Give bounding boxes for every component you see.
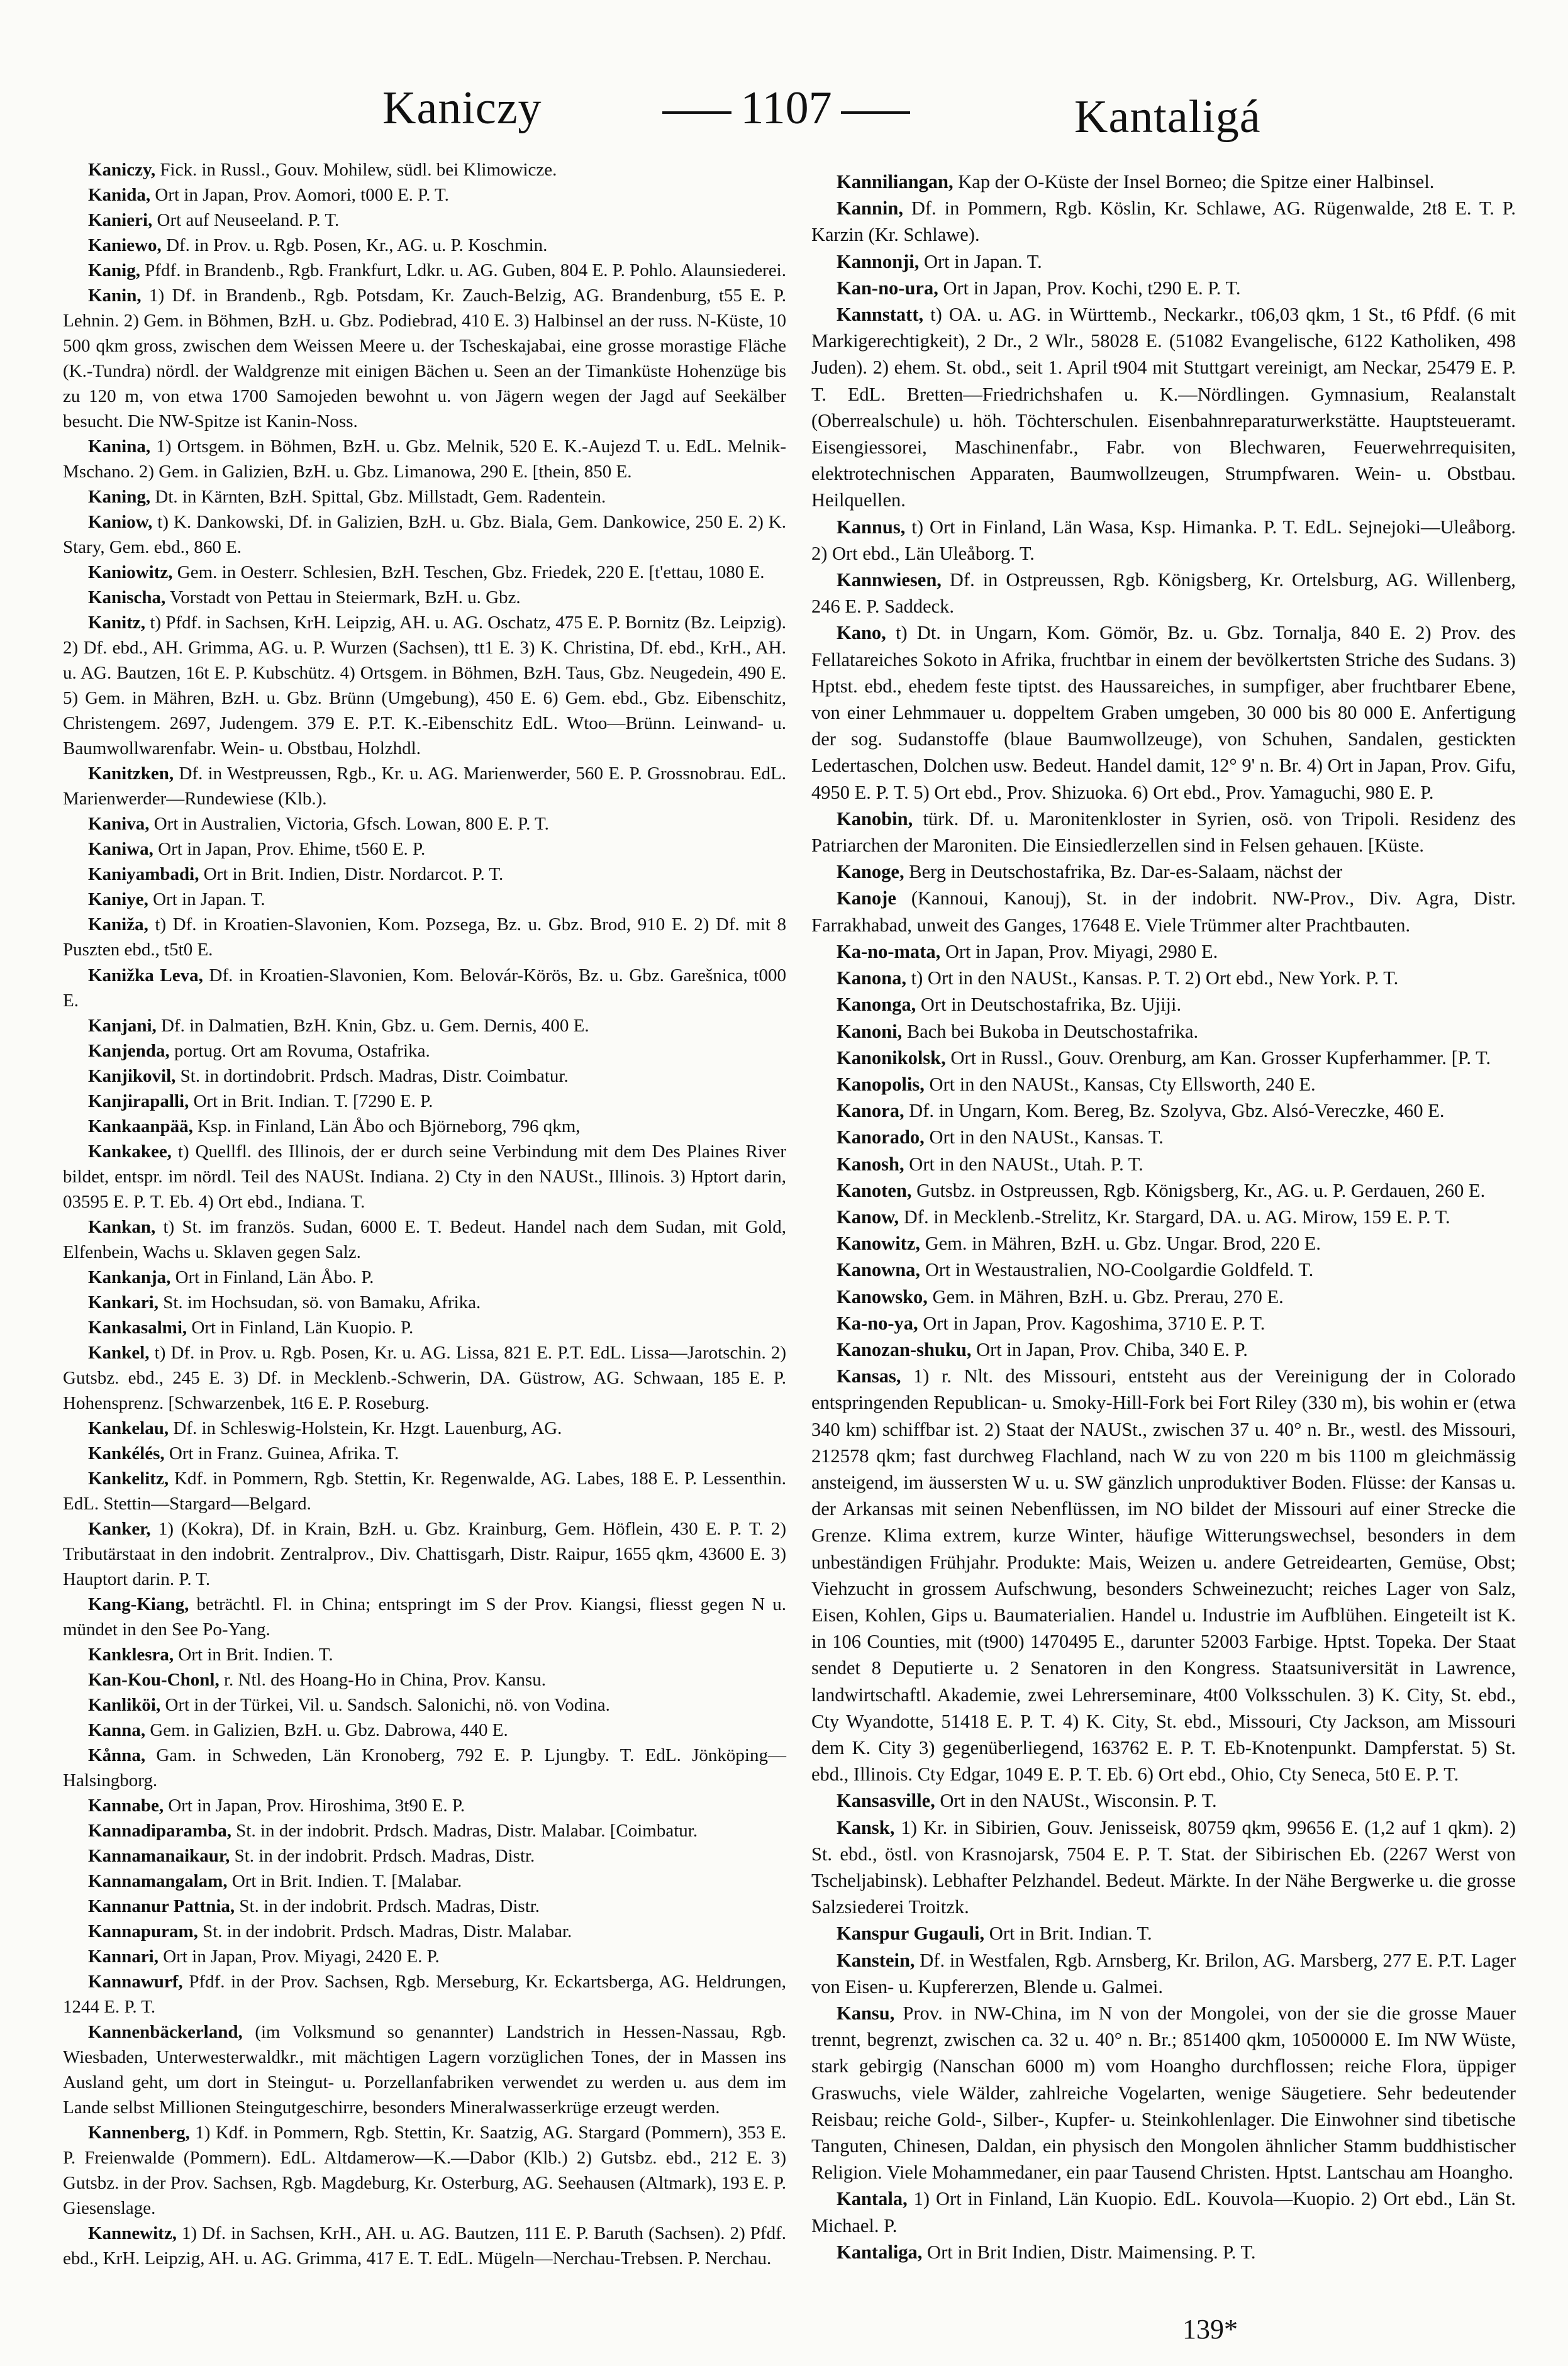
entry-headword: Kanstein,: [837, 1949, 915, 1971]
entry-headword: Kannadiparamba,: [88, 1821, 232, 1841]
entry-text: t) Df. in Kroatien-Slavonien, Kom. Pozsega, Bz. u. Gbz. Brod, 910 E. 2) Df. mit 8 Puszten ebd., t5t0 E.: [63, 914, 786, 960]
entry-text: Ort in Japan, Prov. Kagoshima, 3710 E. P. T.: [918, 1312, 1265, 1334]
entry-headword: Kansk,: [837, 1816, 895, 1838]
entry-headword: Kanieri,: [88, 210, 153, 231]
entry-headword: Kanižka Leva,: [88, 965, 203, 986]
entry-headword: Kaniwa,: [88, 839, 153, 860]
entry-headword: Kankakee,: [88, 1141, 172, 1162]
entry-text: Dt. in Kärnten, BzH. Spittal, Gbz. Millstadt, Gem. Radentein.: [150, 487, 606, 508]
entry-text: türk. Df. u. Maronitenkloster in Syrien, osö. von Tripoli. Residenz des Patriarchen der Maroniten. Die Einsiedlerzellen sind in Felsen gehauen. [Küste.: [811, 808, 1516, 857]
entry-text: Ort in Finland, Län Åbo. P.: [170, 1267, 374, 1287]
entry-headword: Kannstatt,: [837, 304, 924, 326]
signature-mark: 139*: [1182, 2314, 1238, 2345]
entry-text: Df. in Pommern, Rgb. Köslin, Kr. Schlawe, AG. Rügenwalde, 2t8 E. T. P. Karzin (Kr. Schlawe).: [811, 197, 1516, 246]
entry-headword: Kankélés,: [88, 1443, 165, 1463]
dictionary-entry: [63, 1718, 786, 1743]
entry-text: Ort in Japan, Prov. Miyagi, 2420 E. P.: [158, 1947, 440, 1967]
dictionary-entry: [63, 2120, 786, 2221]
entry-text: Ort in Japan, Prov. Aomori, t000 E. P. T.: [150, 185, 449, 206]
entry-text: Ort in Brit. Indian. T.: [984, 1923, 1152, 1945]
dictionary-entry: [63, 811, 786, 836]
entry-headword: Kannamanaikaur,: [88, 1846, 230, 1867]
dictionary-entry: [811, 567, 1516, 619]
entry-text: Fick. in Russl., Gouv. Mohilew, südl. bei Klimowicze.: [155, 160, 557, 180]
entry-headword: Kanopolis,: [837, 1073, 925, 1095]
entry-text: St. in dortindobrit. Prdsch. Madras, Distr. Coimbatur.: [175, 1065, 569, 1086]
entry-headword: Kanoje: [837, 887, 896, 909]
dictionary-entry: [811, 1284, 1516, 1310]
entry-text: St. in der indobrit. Prdsch. Madras, Distr.: [235, 1896, 540, 1917]
dictionary-entry: [63, 1667, 786, 1692]
dictionary-entry: [63, 157, 786, 182]
entry-text: 1) r. Nlt. des Missouri, entsteht aus der Vereinigung der in Colorado entspringenden Republican- u. Smoky-Hill-Fork bei Fort Riley (330 m), bis wohin er (etwa 340 km) schiffbar ist. 2) Staat der NAUSt., zwischen 37 u. 40° n. Br., westl. des Missouri, 212578 qkm; fast durchweg Flachland, nach W zu von 220 m bis 1100 m gleichmässig ansteigend, im äussersten W u. u. SW gänzlich unproduktiver Boden. Flüsse: der Kansas u. der Arkansas mit seinen Nebenflüssen, im NO bildet der Missouri auf einer Strecke die Grenze. Klima extrem, kurze Winter, häufige Witterungswechsel, besonders in dem unbeständigen Frühjahr. Produkte: Mais, Weizen u. andere Getreidearten, Gemüse, Obst; Viehzucht in grossem Aufschwung, besonders Schweinezucht; reiches Lager von Salz, Eisen, Kohlen, Gips u. Baumaterialien. Handel u. Industrie im Aufblühen. Eingeteilt ist K. in 106 Counties, mit (t900) 1470495 E., darunter 52003 Farbige. Hptst. Topeka. Der Staat sendet 8 Deputierte u. 2 Senatoren in den Kongress. Staatsuniversität in Lawrence, landwirtschaftl. Akademie, zwei Lehrerseminare, 4t00 Volksschulen. 3) K. City, St. ebd., Cty Wyandotte, 51418 E. P. T. 4) K. City, St. ebd., Missouri, Cty Jackson, am Missouri dem K. City 3) gegenüberliegend, 163762 E. P. T. Eb-Knotenpunkt. Dampferstat. 5) St. ebd., Illinois. Cty Edgar, 1049 E. P. T. Eb. 6) Ort ebd., Ohio, Cty Seneca, 5t0 E. P. T.: [811, 1365, 1516, 1786]
dictionary-entry: [811, 195, 1516, 248]
entry-headword: Kannamangalam,: [88, 1871, 228, 1892]
entry-headword: Kaniyambadi,: [88, 864, 199, 885]
entry-headword: Kanker,: [88, 1518, 151, 1539]
dictionary-entry: [63, 1265, 786, 1290]
dictionary-entry: [63, 283, 786, 434]
entry-headword: Kano,: [837, 622, 886, 644]
entry-text: Berg in Deutschostafrika, Bz. Dar-es-Salaam, nächst der: [904, 861, 1343, 883]
entry-text: Ort in Brit. Indien, Distr. Nordarcot. P. T.: [199, 864, 504, 885]
entry-headword: Kanonga,: [837, 994, 916, 1016]
dictionary-entry: [811, 1151, 1516, 1177]
entry-text: t) Dt. in Ungarn, Kom. Gömör, Bz. u. Gbz. Tornalja, 840 E. 2) Prov. des Fellatareiches Sokoto in Afrika, fruchtbar in einem der bevölkertsten Striche des Sudans. 3) Hptst. ebd., ehedem feste tiptst. des Haussareiches, in sumpfiger, aber fruchtbarer Ebene, von einer Lehmmauer u. doppeltem Graben umgeben, 30 000 bis 80 000 E. Anfertigung der sog. Sudanstoffe (blaue Baumwollzeuge), von Schuhen, Sandalen, gestickten Ledertaschen, Dolchen usw. Bedeut. Handel damit, 12° 9' n. Br. 4) Ort in Japan, Prov. Gifu, 4950 E. P. T. 5) Ort ebd., Prov. Shizuoka. 6) Ort ebd., Prov. Yamaguchi, 980 E. P.: [811, 622, 1516, 803]
entry-text: Ort in Australien, Victoria, Gfsch. Lowan, 800 E. P. T.: [149, 814, 549, 835]
entry-text: portug. Ort am Rovuma, Ostafrika.: [169, 1040, 430, 1061]
dictionary-entry: [811, 1204, 1516, 1230]
dictionary-entry: [63, 1315, 786, 1340]
dictionary-entry: [811, 1814, 1516, 1921]
entry-text: Ort in den NAUSt., Kansas. T.: [924, 1126, 1164, 1148]
entry-text: Df. in Kroatien-Slavonien, Kom. Belovár-Körös, Bz. u. Gbz. Garešnica, t000 E.: [63, 965, 786, 1011]
entry-text: St. in der indobrit. Prdsch. Madras, Distr. Malabar. [Coimbatur.: [231, 1821, 698, 1841]
entry-headword: Kaniczy,: [88, 160, 156, 180]
entry-text: Bach bei Bukoba in Deutschostafrika.: [902, 1020, 1199, 1042]
entry-headword: Kanna,: [88, 1719, 146, 1740]
entry-text: Df. in Dalmatien, BzH. Knin, Gbz. u. Gem. Dernis, 400 E.: [156, 1015, 589, 1036]
entry-headword: Kanischa,: [88, 587, 166, 608]
dictionary-entry: [63, 585, 786, 610]
dictionary-entry: [63, 560, 786, 585]
header-dash-right: [841, 111, 910, 114]
entry-text: St. in der indobrit. Prdsch. Madras, Distr. Malabar.: [197, 1921, 572, 1942]
dictionary-entry: [63, 1214, 786, 1265]
entry-headword: Kaning,: [88, 487, 151, 508]
dictionary-entry: [63, 434, 786, 484]
left-column: [63, 157, 786, 2271]
entry-text: Kdf. in Pommern, Rgb. Stettin, Kr. Regenwalde, AG. Labes, 188 E. P. Lessenthin. EdL. Stettin—Stargard—Belgard.: [63, 1468, 786, 1514]
dictionary-entry: [811, 1045, 1516, 1071]
dictionary-entry: [63, 1818, 786, 1843]
dictionary-entry: [811, 619, 1516, 805]
entry-headword: Kaniža,: [88, 914, 148, 935]
entry-headword: Kankasalmi,: [88, 1317, 187, 1338]
dictionary-entry: [63, 2221, 786, 2271]
dictionary-entry: [63, 1642, 786, 1667]
dictionary-entry: [811, 806, 1516, 858]
entry-text: Kap der O-Küste der Insel Borneo; die Spitze einer Halbinsel.: [953, 171, 1435, 192]
entry-headword: Kannonji,: [837, 250, 920, 272]
entry-headword: Kanjirapalli,: [88, 1091, 189, 1111]
dictionary-entry: [811, 885, 1516, 938]
entry-headword: Kannapuram,: [88, 1921, 198, 1942]
entry-headword: Kanozan-shuku,: [837, 1338, 972, 1360]
entry-text: Ort in Finland, Län Kuopio. P.: [187, 1317, 414, 1338]
entry-text: Ort in Westaustralien, NO-Coolgardie Goldfeld. T.: [920, 1259, 1314, 1281]
entry-headword: Kanitz,: [88, 613, 146, 633]
dictionary-entry: [63, 761, 786, 811]
entry-text: t) Quellfl. des Illinois, der er durch seine Verbindung mit dem Des Plaines River bildet, entspr. im nördl. Teil des NAUSt. Indiana. 2) Cty in den NAUSt., Illinois. 3) Hptort darin, 03595 E. P. T. Eb. 4) Ort ebd., Indiana. T.: [63, 1141, 786, 1212]
entry-headword: Kansasville,: [837, 1790, 935, 1812]
page-header: [0, 69, 1568, 164]
entry-text: St. in der indobrit. Prdsch. Madras, Distr.: [230, 1846, 535, 1867]
entry-headword: Kannin,: [837, 197, 903, 219]
dictionary-entry: [63, 182, 786, 208]
dictionary-entry: [63, 1064, 786, 1089]
header-left-catchword: Kaniczy: [382, 82, 542, 134]
dictionary-entry: [63, 862, 786, 887]
entry-text: t) Ort in den NAUSt., Kansas. P. T. 2) Ort ebd., New York. P. T.: [906, 967, 1399, 989]
dictionary-entry: [811, 2185, 1516, 2238]
entry-text: Gem. in Oesterr. Schlesien, BzH. Teschen, Gbz. Friedek, 220 E. [t'ettau, 1080 E.: [172, 562, 765, 583]
dictionary-entry: [63, 1894, 786, 1919]
entry-headword: Kanowsko,: [837, 1286, 928, 1308]
right-column: [811, 169, 1516, 2265]
entry-text: Ort in Brit. Indien. T. [Malabar.: [227, 1871, 462, 1892]
dictionary-entry: [63, 1743, 786, 1793]
dictionary-entry: [63, 1516, 786, 1592]
entry-headword: Kang-Kiang,: [88, 1594, 189, 1614]
entry-headword: Kånna,: [88, 1745, 146, 1765]
entry-headword: Kannenberg,: [88, 2123, 190, 2143]
dictionary-entry: [63, 1441, 786, 1466]
entry-text: Gam. in Schweden, Län Kronoberg, 792 E. P. Ljungby. T. EdL. Jönköping—Halsingborg.: [63, 1745, 786, 1791]
entry-headword: Ka-no-ya,: [837, 1312, 918, 1334]
entry-headword: Kannenbäckerland,: [88, 2022, 243, 2043]
dictionary-entry: [63, 1466, 786, 1516]
dictionary-entry: [811, 1097, 1516, 1124]
entry-headword: Kaniow,: [88, 512, 153, 533]
dictionary-entry: [811, 1230, 1516, 1257]
dictionary-entry: [811, 965, 1516, 991]
entry-headword: Kanona,: [837, 967, 907, 989]
dictionary-entry: [811, 1018, 1516, 1045]
header-dash-left: [662, 111, 731, 114]
entry-headword: Kanjenda,: [88, 1040, 170, 1061]
entry-text: 1) Df. in Sachsen, KrH., AH. u. AG. Bautzen, 111 E. P. Baruth (Sachsen). 2) Pfdf. ebd., KrH. Leipzig, AH. u. AG. Grimma, 417 E. T. EdL. Mügeln—Nerchau-Trebsen. P. Nerchau.: [63, 2223, 786, 2269]
dictionary-entry: [63, 509, 786, 560]
entry-headword: Kanoten,: [837, 1179, 912, 1201]
dictionary-entry: [811, 2000, 1516, 2185]
entry-headword: Kanowitz,: [837, 1233, 921, 1255]
entry-text: t) OA. u. AG. in Württemb., Neckarkr., t06,03 qkm, 1 St., t6 Pfdf. (6 mit Markigerechtigkeit), 2 Dr., 2 Wlr., 58028 E. (51082 Evangelische, 6122 Katholiken, 498 Juden). 2) ehem. St. obd., seit 1. April t904 mit Stuttgart vereinigt, am Neckar, 25479 E. P. T. EdL. Bretten—Friedrichshafen u. K.—Nördlingen. Gymnasium, Realanstalt (Oberrealschule) u. höh. Töchterschulen. Eisenbahnreparaturwerkstätte. Hauptsteueramt. Eisengiessorei, Maschinenfabr., Fabr. von Blechwaren, Feuerwehrrequisiten, elektrotechnischen Apparaten, Baumwollzeugen, Strumpfwaren. Wein- u. Obstbau. Heilquellen.: [811, 304, 1516, 511]
entry-headword: Kaniewo,: [88, 235, 162, 256]
entry-headword: Kanosh,: [837, 1153, 904, 1175]
entry-headword: Kankel,: [88, 1342, 150, 1363]
entry-headword: Kanitzken,: [88, 764, 174, 784]
dictionary-entry: [811, 1310, 1516, 1336]
entry-headword: Kanorado,: [837, 1126, 925, 1148]
entry-headword: Kanjikovil,: [88, 1065, 176, 1086]
entry-headword: Kanklesra,: [88, 1644, 174, 1665]
entry-text: Ort in Japan, Prov. Ehime, t560 E. P.: [153, 839, 426, 860]
entry-headword: Kanoni,: [837, 1020, 903, 1042]
entry-text: Ort in Japan, Prov. Kochi, t290 E. P. T.: [938, 277, 1241, 299]
entry-headword: Kankari,: [88, 1292, 158, 1313]
dictionary-entry: [63, 963, 786, 1013]
entry-text: r. Ntl. des Hoang-Ho in China, Prov. Kansu.: [219, 1669, 546, 1690]
entry-headword: Kanobin,: [837, 808, 913, 830]
dictionary-entry: [811, 991, 1516, 1018]
dictionary-entry: [811, 1336, 1516, 1363]
dictionary-entry: [63, 1793, 786, 1818]
entry-headword: Kansu,: [837, 2002, 895, 2024]
dictionary-entry: [811, 1257, 1516, 1283]
dictionary-entry: [63, 1139, 786, 1214]
entry-text: Ort in Japan. T.: [148, 889, 265, 910]
dictionary-entry: [811, 514, 1516, 567]
dictionary-entry: [63, 912, 786, 962]
entry-text: t) Ort in Finland, Län Wasa, Ksp. Himanka. P. T. EdL. Sejnejoki—Uleåborg. 2) Ort ebd., Län Uleåborg. T.: [811, 516, 1516, 564]
entry-text: Ort auf Neuseeland. P. T.: [152, 210, 340, 231]
entry-headword: Kannawurf,: [88, 1972, 183, 1992]
entry-text: t) Df. in Prov. u. Rgb. Posen, Kr. u. AG. Lissa, 821 E. P.T. EdL. Lissa—Jarotschin. 2) Gutsbz. ebd., 245 E. 3) Df. in Mecklenb.-Schwerin, DA. Güstrow, AG. Schwaan, 185 E. P. Hohensprenz. [Schwarzenbek, 1t6 E. P. Roseburg.: [63, 1342, 786, 1413]
entry-headword: Kankelitz,: [88, 1468, 169, 1489]
entry-headword: Kannus,: [837, 516, 906, 538]
entry-text: (Kannoui, Kanouj), St. in der indobrit. NW-Prov., Div. Agra, Distr. Farrakhabad, unweit des Ganges, 17648 E. Viele Trümmer alter Prachtbauten.: [811, 887, 1516, 936]
entry-text: Vorstadt von Pettau in Steiermark, BzH. u. Gbz.: [165, 587, 521, 608]
entry-text: Gem. in Mähren, BzH. u. Gbz. Ungar. Brod, 220 E.: [920, 1233, 1321, 1255]
entry-text: Df. in Prov. u. Rgb. Posen, Kr., AG. u. P. Koschmin.: [161, 235, 548, 256]
entry-text: Gutsbz. in Ostpreussen, Rgb. Königsberg, Kr., AG. u. P. Gerdauen, 260 E.: [911, 1179, 1486, 1201]
entry-text: Ort in Japan, Prov. Miyagi, 2980 E.: [940, 940, 1218, 962]
dictionary-entry: [63, 1969, 786, 2019]
entry-text: Ort in Russl., Gouv. Orenburg, am Kan. Grosser Kupferhammer. [P. T.: [945, 1047, 1491, 1069]
dictionary-entry: [63, 836, 786, 862]
entry-headword: Kan-Kou-Chonl,: [88, 1669, 220, 1690]
entry-text: 1) Ort in Finland, Län Kuopio. EdL. Kouvola—Kuopio. 2) Ort ebd., Län St. Michael. P.: [811, 2188, 1516, 2236]
dictionary-entry: [811, 1071, 1516, 1097]
dictionary-entry: [811, 938, 1516, 965]
dictionary-entry: [63, 1592, 786, 1642]
entry-text: Ksp. in Finland, Län Åbo och Björneborg, 796 qkm,: [192, 1116, 581, 1136]
entry-headword: Kanjani,: [88, 1015, 157, 1036]
dictionary-entry: [63, 1416, 786, 1441]
entry-headword: Kanniliangan,: [837, 171, 954, 192]
entry-text: Ort in den NAUSt., Utah. P. T.: [904, 1153, 1143, 1175]
entry-text: 1) Kdf. in Pommern, Rgb. Stettin, Kr. Saatzig, AG. Stargard (Pommern), 353 E. P. Freienwalde (Pommern). EdL. Altdamerow—K.—Dabor (Klb.) 2) Gutsbz. ebd., 212 E. 3) Gutsbz. in der Prov. Sachsen, Rgb. Magdeburg, Kr. Osterburg, AG. Seehausen (Altmark), 193 E. P. Giesenslage.: [63, 2123, 786, 2219]
dictionary-entry: [63, 208, 786, 233]
entry-headword: Kansas,: [837, 1365, 901, 1387]
dictionary-entry: [811, 1787, 1516, 1814]
dictionary-entry: [63, 233, 786, 258]
entry-text: Ort in Franz. Guinea, Afrika. T.: [164, 1443, 399, 1463]
header-page-number: 1107: [740, 82, 832, 134]
entry-headword: Kanin,: [88, 286, 142, 306]
dictionary-entry: [811, 1363, 1516, 1787]
entry-text: Ort in Brit Indien, Distr. Maimensing. P. T.: [922, 2241, 1256, 2263]
entry-text: Ort in Japan. T.: [919, 250, 1042, 272]
entry-text: Df. in Westpreussen, Rgb., Kr. u. AG. Marienwerder, 560 E. P. Grossnobrau. EdL. Marienwerder—Rundewiese (Klb.).: [63, 764, 786, 809]
entry-text: Gem. in Mähren, BzH. u. Gbz. Prerau, 270 E.: [927, 1286, 1284, 1308]
entry-headword: Kannwiesen,: [837, 569, 942, 591]
entry-text: Ort in den NAUSt., Kansas, Cty Ellsworth, 240 E.: [924, 1073, 1316, 1095]
entry-headword: Kankelau,: [88, 1418, 169, 1438]
entry-text: 1) Df. in Brandenb., Rgb. Potsdam, Kr. Zauch-Belzig, AG. Brandenburg, t55 E. P. Lehnin. 2) Gem. in Böhmen, BzH. u. Gbz. Podiebrad, 410 E. 3) Halbinsel an der russ. N-Küste, 10 500 qkm gross, zwischen dem Weissen Meere u. der Tscheskajabai, eine grosse morastige Fläche (K.-Tundra) nördl. der Waldgrenze mit einigen Bächen u. Seen an der Timanküste Hohenzüge bis zu 120 m, von etwa 1700 Samojeden bewohnt u. von Jägern wegen der Jagd auf Seekälber besucht. Die NW-Spitze ist Kanin-Noss.: [63, 286, 786, 432]
dictionary-entry: [63, 1944, 786, 1969]
entry-headword: Kaniowitz,: [88, 562, 173, 583]
entry-text: 1) Kr. in Sibirien, Gouv. Jenisseisk, 80759 qkm, 99656 E. (1,2 auf 1 qkm). 2) St. ebd., östl. von Krasnojarsk, 7504 E. P. T. Stat. der Sibirischen Eb. (2267 Werst von Tscheljabinsk). Lebhafter Pelzhandel. Bedeut. Märkte. In der Nähe Bergwerke u. die grosse Salzsiederei Troitzk.: [811, 1816, 1516, 1918]
entry-text: Ort in Japan, Prov. Hiroshima, 3t90 E. P.: [164, 1796, 465, 1816]
dictionary-entry: [63, 1869, 786, 1894]
dictionary-entry: [63, 1290, 786, 1315]
entry-text: Df. in Ungarn, Kom. Bereg, Bz. Szolyva, Gbz. Alsó-Vereczke, 460 E.: [904, 1100, 1445, 1122]
dictionary-entry: [63, 1919, 786, 1944]
entry-text: beträchtl. Fl. in China; entspringt im S der Prov. Kiangsi, fliesst gegen N u. mündet in den See Po-Yang.: [63, 1594, 786, 1640]
dictionary-entry: [63, 1340, 786, 1416]
dictionary-entry: [811, 301, 1516, 514]
dictionary-entry: [63, 610, 786, 761]
entry-text: Pfdf. in der Prov. Sachsen, Rgb. Merseburg, Kr. Eckartsberga, AG. Heldrungen, 1244 E. P. T.: [63, 1972, 786, 2018]
entry-text: Prov. in NW-China, im N von der Mongolei, von der sie die grosse Mauer trennt, begrenzt, zwischen ca. 32 u. 40° n. Br.; 851400 qkm, 10500000 E. Im NW Wüste, stark gebirgig (Nanschan 6000 m) vom Hoangho durchflossen; reiche Flora, üppiger Graswuchs, viele Wälder, zahlreiche Vogelarten, wenige Säugetiere. Sehr bedeutender Reisbau; reiche Gold-, Silber-, Kupfer- u. Steinkohlenlager. Die Einwohner sind tibetische Tanguten, Chinesen, Daldan, ein physisch den Mongolen ähnlicher Stamm buddhistischer Religion. Viele Mohammedaner, ein paar Tausend Christen. Hptst. Lantschau am Hoangho.: [811, 2002, 1516, 2184]
entry-text: Ort in Japan, Prov. Chiba, 340 E. P.: [971, 1338, 1248, 1360]
entry-text: Ort in der Türkei, Vil. u. Sandsch. Salonichi, nö. von Vodina.: [160, 1694, 610, 1715]
entry-headword: Kaniva,: [88, 814, 150, 835]
entry-text: Df. in Schleswig-Holstein, Kr. Hzgt. Lauenburg, AG.: [169, 1418, 562, 1438]
entry-headword: Kannari,: [88, 1947, 158, 1967]
entry-text: 1) (Kokra), Df. in Krain, BzH. u. Gbz. Krainburg, Gem. Höflein, 430 E. P. T. 2) Tributärstaat in den indobrit. Zentralprov., Div. Chattisgarh, Distr. Raipur, 1655 qkm, 43600 E. 3) Hauptort darin. P. T.: [63, 1518, 786, 1589]
entry-headword: Kankan,: [88, 1216, 156, 1237]
entry-headword: Kanina,: [88, 436, 151, 457]
entry-headword: Kantaliga,: [837, 2241, 923, 2263]
entry-headword: Kanow,: [837, 1206, 899, 1228]
dictionary-entry: [63, 1114, 786, 1139]
dictionary-entry: [811, 1124, 1516, 1150]
entry-text: 1) Ortsgem. in Böhmen, BzH. u. Gbz. Melnik, 520 E. K.-Aujezd T. u. EdL. Melnik-Mschano. 2) Gem. in Galizien, BzH. u. Gbz. Limanowa, 290 E. [thein, 850 E.: [63, 436, 786, 482]
entry-text: St. im Hochsudan, sö. von Bamaku, Afrika.: [158, 1292, 481, 1313]
dictionary-entry: [63, 1089, 786, 1114]
entry-headword: Kannanur Pattnia,: [88, 1896, 235, 1917]
entry-text: Df. in Mecklenb.-Strelitz, Kr. Stargard, DA. u. AG. Mirow, 159 E. P. T.: [899, 1206, 1450, 1228]
dictionary-entry: [811, 169, 1516, 195]
entry-text: t) Pfdf. in Sachsen, KrH. Leipzig, AH. u. AG. Oschatz, 475 E. P. Bornitz (Bz. Leipzig). 2) Df. ebd., AH. Grimma, AG. u. P. Wurzen (Sachsen), tt1 E. 3) K. Christina, Df. ebd., KrH., AH. u. AG. Bautzen, 16t E. P. Kubschütz. 4) Ortsgem. in Böhmen, BzH. Taus, Gbz. Neugedein, 490 E. 5) Gem. in Mähren, BzH. u. Gbz. Brünn (Umgebung), 450 E. 6) Gem. ebd., Gbz. Eibenschitz, Christengem. 2697, Judengem. 379 E. P.T. K.-Eibenschitz EdL. Wtoo—Brünn. Leinwand- u. Baumwollwarenfabr. Wein- u. Obstbau, Holzhdl.: [63, 613, 786, 759]
entry-headword: Kan-no-ura,: [837, 277, 938, 299]
entry-headword: Kaniye,: [88, 889, 148, 910]
entry-headword: Kannabe,: [88, 1796, 164, 1816]
dictionary-entry: [63, 1843, 786, 1869]
entry-headword: Kanliköi,: [88, 1694, 161, 1715]
dictionary-entry: [63, 2019, 786, 2120]
entry-headword: Kanora,: [837, 1100, 904, 1122]
dictionary-entry: [63, 887, 786, 912]
entry-headword: Ka-no-mata,: [837, 940, 941, 962]
entry-headword: Kankaanpää,: [88, 1116, 193, 1136]
entry-text: t) K. Dankowski, Df. in Galizien, BzH. u. Gbz. Biala, Gem. Dankowice, 250 E. 2) K. Stary, Gem. ebd., 860 E.: [63, 512, 786, 558]
entry-headword: Kanida,: [88, 185, 151, 206]
dictionary-entry: [63, 484, 786, 509]
entry-text: t) St. im französ. Sudan, 6000 E. T. Bedeut. Handel nach dem Sudan, mit Gold, Elfenbein, Wachs u. Sklaven gegen Salz.: [63, 1216, 786, 1262]
entry-headword: Kanonikolsk,: [837, 1047, 946, 1069]
entry-headword: Kanig,: [88, 260, 140, 281]
dictionary-entry: [811, 248, 1516, 275]
entry-headword: Kannewitz,: [88, 2223, 177, 2244]
dictionary-entry: [811, 275, 1516, 301]
header-right-catchword: Kantaligá: [1074, 91, 1261, 143]
dictionary-entry: [63, 1692, 786, 1718]
entry-text: Pfdf. in Brandenb., Rgb. Frankfurt, Ldkr. u. AG. Guben, 804 E. P. Pohlo. Alaunsiederei.: [140, 260, 786, 281]
entry-headword: Kanowna,: [837, 1259, 921, 1281]
dictionary-entry: [63, 1038, 786, 1064]
entry-text: Ort in Brit. Indien. T.: [174, 1644, 333, 1665]
entry-headword: Kantala,: [837, 2188, 908, 2210]
entry-headword: Kanoge,: [837, 861, 904, 883]
dictionary-entry: [811, 1947, 1516, 2000]
entry-text: Df. in Westfalen, Rgb. Arnsberg, Kr. Brilon, AG. Marsberg, 277 E. P.T. Lager von Eisen- u. Kupfererzen, Blende u. Galmei.: [811, 1949, 1516, 1997]
entry-text: Df. in Ostpreussen, Rgb. Königsberg, Kr. Ortelsburg, AG. Willenberg, 246 E. P. Saddeck.: [811, 569, 1516, 618]
dictionary-entry: [63, 1013, 786, 1038]
dictionary-entry: [811, 2239, 1516, 2265]
entry-text: Ort in den NAUSt., Wisconsin. P. T.: [935, 1790, 1217, 1812]
entry-text: Ort in Brit. Indian. T. [7290 E. P.: [189, 1091, 433, 1111]
entry-text: Gem. in Galizien, BzH. u. Gbz. Dabrowa, 440 E.: [145, 1719, 508, 1740]
entry-headword: Kankanja,: [88, 1267, 171, 1287]
entry-headword: Kanspur Gugauli,: [837, 1923, 985, 1945]
header-page-number-group: [648, 82, 925, 135]
dictionary-entry: [811, 1920, 1516, 1947]
entry-text: (im Volksmund so genannter) Landstrich in Hessen-Nassau, Rgb. Wiesbaden, Unterwesterwaldkr., mit mächtigen Lagern vorzüglichen Tones, der in Massen ins Ausland geht, um dort in Steingut- u. Porzellanfabriken verwendet zu werden u. aus dem im Lande selbst Millionen Steingutgeschirre, besonders Mineralwasserkrüge erzeugt werden.: [63, 2022, 786, 2118]
dictionary-entry: [811, 858, 1516, 885]
dictionary-entry: [811, 1177, 1516, 1204]
dictionary-entry: [63, 258, 786, 283]
entry-text: Ort in Deutschostafrika, Bz. Ujiji.: [916, 994, 1182, 1016]
